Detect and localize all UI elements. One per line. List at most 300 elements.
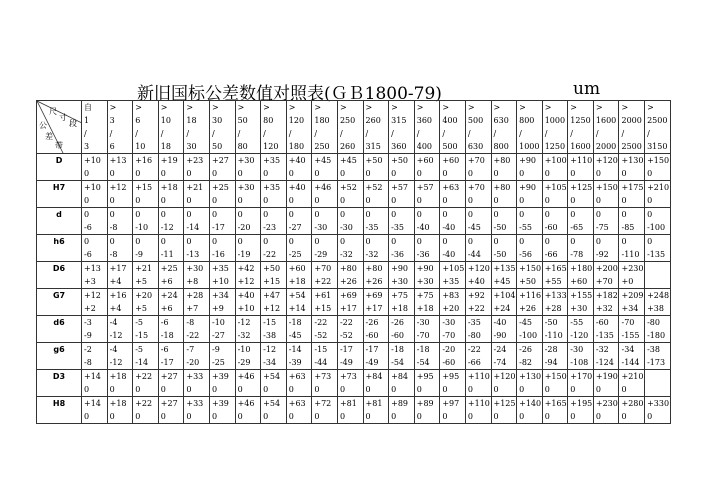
value-cell <box>235 316 261 343</box>
upper-deviation: +21 <box>186 183 204 192</box>
lower-deviation: 0 <box>211 169 218 178</box>
value-cell <box>363 397 389 424</box>
upper-deviation: +40 <box>237 291 255 300</box>
value-cell <box>133 208 159 235</box>
upper-deviation: -22 <box>339 318 353 327</box>
value-cell <box>261 343 287 370</box>
lower-deviation: 0 <box>237 196 243 205</box>
header-cell <box>209 101 235 154</box>
lower-deviation: 0 <box>109 169 115 178</box>
upper-deviation: +50 <box>391 156 409 165</box>
upper-deviation: -10 <box>211 318 225 327</box>
lower-deviation: -92 <box>595 250 609 259</box>
lower-deviation: 0 <box>109 412 115 421</box>
lower-deviation: 0 <box>109 385 115 394</box>
upper-deviation: 0 <box>493 237 499 246</box>
lower-deviation: 0 <box>135 385 141 394</box>
value-cell <box>517 262 543 289</box>
header-cell-line: > <box>595 103 603 112</box>
tolerance-zone-label: H8 <box>37 397 82 424</box>
lower-deviation: 0 <box>493 196 499 205</box>
lower-deviation: -110 <box>544 331 563 340</box>
upper-deviation: +190 <box>595 372 618 381</box>
upper-deviation: +33 <box>186 372 204 381</box>
lower-deviation: -8 <box>84 358 92 367</box>
header-cell-line: / <box>135 129 138 138</box>
upper-deviation: 0 <box>160 210 166 219</box>
lower-deviation: 0 <box>135 412 141 421</box>
value-cell <box>389 289 415 316</box>
lower-deviation: 0 <box>186 412 192 421</box>
value-cell <box>568 262 594 289</box>
value-cell <box>517 154 543 181</box>
upper-deviation: 0 <box>186 237 192 246</box>
header-cell-line: > <box>621 103 629 112</box>
upper-deviation: +195 <box>570 399 593 408</box>
value-cell <box>542 397 568 424</box>
lower-deviation: +5 <box>135 304 147 313</box>
value-cell <box>363 235 389 262</box>
upper-deviation: 0 <box>186 210 192 219</box>
header-cell <box>158 101 184 154</box>
header-cell-line: / <box>186 129 190 138</box>
upper-deviation: +33 <box>186 399 204 408</box>
value-cell <box>133 370 159 397</box>
value-cell <box>568 154 594 181</box>
value-cell <box>363 289 389 316</box>
lower-deviation: 0 <box>544 412 550 421</box>
upper-deviation: -80 <box>647 318 660 327</box>
header-cell <box>82 101 108 154</box>
header-cell-line: / <box>595 129 599 138</box>
upper-deviation: 0 <box>339 210 346 219</box>
lower-deviation: +50 <box>519 277 536 286</box>
upper-deviation: +330 <box>647 399 670 408</box>
value-cell <box>184 289 210 316</box>
header-cell-line: 2500 <box>621 142 642 151</box>
value-cell <box>312 208 338 235</box>
upper-deviation: +30 <box>237 156 255 165</box>
upper-deviation: +25 <box>160 264 178 273</box>
lower-deviation: -13 <box>186 250 200 259</box>
lower-deviation: -36 <box>391 250 405 259</box>
lower-deviation: -52 <box>314 331 328 340</box>
upper-deviation: +280 <box>621 399 644 408</box>
lower-deviation: -80 <box>467 331 481 340</box>
value-cell <box>645 370 671 397</box>
upper-deviation: +42 <box>237 264 255 273</box>
lower-deviation: 0 <box>84 169 90 178</box>
upper-deviation: 0 <box>288 210 294 219</box>
value-cell <box>645 208 671 235</box>
lower-deviation: 0 <box>544 196 550 205</box>
value-cell <box>82 316 108 343</box>
value-cell <box>440 181 466 208</box>
lower-deviation: -65 <box>570 223 584 232</box>
value-cell <box>491 181 517 208</box>
lower-deviation: 0 <box>416 169 422 178</box>
header-cell-line: 1000 <box>544 116 566 125</box>
upper-deviation: +84 <box>365 372 383 381</box>
lower-deviation: -8 <box>109 250 118 259</box>
lower-deviation: -9 <box>84 331 92 340</box>
value-cell <box>184 397 210 424</box>
value-cell <box>645 397 671 424</box>
value-cell <box>286 370 312 397</box>
lower-deviation: 0 <box>288 385 294 394</box>
table-row <box>37 208 671 235</box>
upper-deviation: +125 <box>570 183 593 192</box>
lower-deviation: 0 <box>186 169 192 178</box>
lower-deviation: -25 <box>211 358 225 367</box>
lower-deviation: +8 <box>186 277 199 286</box>
lower-deviation: 0 <box>314 385 320 394</box>
upper-deviation: +110 <box>467 399 490 408</box>
value-cell <box>645 316 671 343</box>
header-cell-line: > <box>493 103 501 112</box>
upper-deviation: +13 <box>109 156 127 165</box>
lower-deviation: -6 <box>84 223 92 232</box>
lower-deviation: -66 <box>467 358 481 367</box>
lower-deviation: 0 <box>160 412 166 421</box>
value-cell <box>158 208 184 235</box>
upper-deviation: +182 <box>595 291 618 300</box>
lower-deviation: +4 <box>109 277 122 286</box>
value-cell <box>107 289 133 316</box>
upper-deviation: -10 <box>237 345 251 354</box>
upper-deviation: +104 <box>493 291 516 300</box>
lower-deviation: +28 <box>544 304 562 313</box>
lower-deviation: 0 <box>288 412 294 421</box>
lower-deviation: 0 <box>211 412 218 421</box>
lower-deviation: 0 <box>263 412 269 421</box>
header-cell <box>363 101 389 154</box>
lower-deviation: 0 <box>211 196 218 205</box>
upper-deviation: +35 <box>211 264 229 273</box>
header-cell-line: / <box>288 129 292 138</box>
lower-deviation: -18 <box>160 331 174 340</box>
lower-deviation: +26 <box>365 277 383 286</box>
value-cell <box>491 343 517 370</box>
upper-deviation: 0 <box>211 210 218 219</box>
upper-deviation: +60 <box>416 156 434 165</box>
table-row <box>37 316 671 343</box>
value-cell <box>414 208 440 235</box>
lower-deviation: 0 <box>314 412 320 421</box>
value-cell <box>235 262 261 289</box>
lower-deviation: 0 <box>339 169 346 178</box>
header-cell-line: 30 <box>186 142 197 151</box>
header-cell-line: > <box>186 103 194 112</box>
upper-deviation: +17 <box>109 264 127 273</box>
upper-deviation: 0 <box>442 210 448 219</box>
value-cell <box>133 154 159 181</box>
value-cell <box>363 343 389 370</box>
lower-deviation: 0 <box>391 412 397 421</box>
upper-deviation: +116 <box>519 291 542 300</box>
lower-deviation: -54 <box>391 358 405 367</box>
upper-deviation: +22 <box>135 372 153 381</box>
lower-deviation: 0 <box>416 385 422 394</box>
upper-deviation: -50 <box>544 318 558 327</box>
upper-deviation: +21 <box>135 264 153 273</box>
table-row <box>37 181 671 208</box>
value-cell <box>209 397 235 424</box>
value-cell <box>645 235 671 262</box>
lower-deviation: +30 <box>416 277 434 286</box>
lower-deviation: 0 <box>160 385 166 394</box>
header-cell <box>619 101 645 154</box>
value-cell <box>593 262 619 289</box>
upper-deviation: +45 <box>339 156 357 165</box>
upper-deviation: 0 <box>493 210 499 219</box>
lower-deviation: 0 <box>647 196 653 205</box>
upper-deviation: 0 <box>570 237 576 246</box>
lower-deviation: +14 <box>288 304 306 313</box>
upper-deviation: +150 <box>595 183 618 192</box>
value-cell <box>158 370 184 397</box>
lower-deviation: 0 <box>570 385 576 394</box>
value-cell <box>389 181 415 208</box>
upper-deviation: +105 <box>442 264 465 273</box>
upper-deviation: +46 <box>314 183 332 192</box>
value-cell <box>158 154 184 181</box>
header-cell-line: 1000 <box>519 142 540 151</box>
upper-deviation: +95 <box>416 372 434 381</box>
value-cell <box>491 208 517 235</box>
tolerance-zone-label: D6 <box>37 262 82 289</box>
upper-deviation: +50 <box>263 264 281 273</box>
lower-deviation: 0 <box>314 196 320 205</box>
value-cell <box>619 370 645 397</box>
upper-deviation: 0 <box>288 237 294 246</box>
lower-deviation: -14 <box>135 358 149 367</box>
upper-deviation: +69 <box>339 291 357 300</box>
header-cell-line: 360 <box>391 142 407 151</box>
value-cell <box>107 397 133 424</box>
value-cell <box>107 316 133 343</box>
header-cell-line: 80 <box>237 142 248 151</box>
upper-deviation: -9 <box>211 345 220 354</box>
upper-deviation: +63 <box>288 399 306 408</box>
value-cell <box>491 397 517 424</box>
upper-deviation: +54 <box>263 399 281 408</box>
lower-deviation: 0 <box>595 385 601 394</box>
value-cell <box>363 181 389 208</box>
value-cell <box>389 154 415 181</box>
value-cell <box>517 370 543 397</box>
lower-deviation: -110 <box>621 250 640 259</box>
tolerance-zone-label: d6 <box>37 316 82 343</box>
header-cell-line: 120 <box>288 116 305 125</box>
lower-deviation: 0 <box>595 169 601 178</box>
lower-deviation: -56 <box>519 250 532 259</box>
value-cell <box>184 235 210 262</box>
value-cell <box>491 235 517 262</box>
lower-deviation: 0 <box>570 412 576 421</box>
lower-deviation: 0 <box>621 169 627 178</box>
value-cell <box>414 235 440 262</box>
value-cell <box>465 181 491 208</box>
corner-cell <box>37 101 82 154</box>
upper-deviation: +18 <box>160 183 178 192</box>
header-cell <box>235 101 261 154</box>
upper-deviation: +35 <box>263 156 281 165</box>
value-cell <box>389 370 415 397</box>
table-row <box>37 289 671 316</box>
lower-deviation: +34 <box>621 304 639 313</box>
lower-deviation: +5 <box>135 277 147 286</box>
upper-deviation: -6 <box>160 318 169 327</box>
upper-deviation: 0 <box>647 210 653 219</box>
upper-deviation: -18 <box>288 318 302 327</box>
lower-deviation: +70 <box>595 277 613 286</box>
header-cell-line: / <box>493 129 497 138</box>
lower-deviation: 0 <box>263 385 269 394</box>
header-cell-line: / <box>365 129 369 138</box>
upper-deviation: +75 <box>391 291 409 300</box>
upper-deviation: -26 <box>391 318 405 327</box>
upper-deviation: +63 <box>288 372 306 381</box>
upper-deviation: -18 <box>416 345 430 354</box>
header-cell <box>312 101 338 154</box>
upper-deviation: 0 <box>391 237 397 246</box>
lower-deviation: 0 <box>544 385 550 394</box>
lower-deviation: -35 <box>365 223 379 232</box>
upper-deviation: +75 <box>416 291 434 300</box>
upper-deviation: +150 <box>647 156 670 165</box>
upper-deviation: +27 <box>211 156 229 165</box>
upper-deviation: 0 <box>314 210 320 219</box>
lower-deviation: -6 <box>84 250 92 259</box>
lower-deviation: 0 <box>237 385 243 394</box>
value-cell <box>235 235 261 262</box>
header-cell-line: / <box>621 129 625 138</box>
value-cell <box>286 397 312 424</box>
value-cell <box>517 181 543 208</box>
header-cell-line: > <box>211 103 219 112</box>
table-row <box>37 235 671 262</box>
table-row <box>37 154 671 181</box>
lower-deviation: 0 <box>339 196 346 205</box>
lower-deviation: -45 <box>467 223 481 232</box>
value-cell <box>184 262 210 289</box>
lower-deviation: 0 <box>467 385 474 394</box>
upper-deviation: -4 <box>109 318 118 327</box>
header-cell-line: > <box>288 103 296 112</box>
upper-deviation: -8 <box>186 318 195 327</box>
upper-deviation: 0 <box>84 210 90 219</box>
header-row <box>37 101 671 154</box>
value-cell <box>107 370 133 397</box>
upper-deviation: 0 <box>570 210 576 219</box>
header-cell-line: / <box>442 129 446 138</box>
value-cell <box>286 235 312 262</box>
upper-deviation: +110 <box>467 372 490 381</box>
upper-deviation: +73 <box>339 372 357 381</box>
upper-deviation: +230 <box>595 399 618 408</box>
value-cell <box>465 343 491 370</box>
lower-deviation: +15 <box>263 277 281 286</box>
lower-deviation: -60 <box>365 331 379 340</box>
header-cell-line: 10 <box>160 116 171 125</box>
upper-deviation: +90 <box>416 264 434 273</box>
header-cell-line: > <box>135 103 142 112</box>
value-cell <box>261 235 287 262</box>
value-cell <box>363 208 389 235</box>
header-cell-line: 500 <box>467 116 484 125</box>
lower-deviation: -16 <box>211 250 225 259</box>
tolerance-zone-label: g6 <box>37 343 82 370</box>
lower-deviation: -9 <box>135 250 143 259</box>
header-cell-line: 120 <box>263 142 279 151</box>
upper-deviation: -55 <box>570 318 584 327</box>
lower-deviation: -32 <box>237 331 251 340</box>
value-cell <box>107 235 133 262</box>
upper-deviation: +34 <box>211 291 229 300</box>
value-cell <box>133 343 159 370</box>
value-cell <box>542 343 568 370</box>
header-cell-line: / <box>263 129 266 138</box>
upper-deviation: -26 <box>365 318 379 327</box>
lower-deviation: 0 <box>109 196 115 205</box>
upper-deviation: +81 <box>365 399 383 408</box>
lower-deviation: 0 <box>442 385 448 394</box>
lower-deviation: 0 <box>467 169 474 178</box>
lower-deviation: 0 <box>647 169 653 178</box>
lower-deviation: +18 <box>288 277 306 286</box>
lower-deviation: 0 <box>519 169 525 178</box>
value-cell <box>414 154 440 181</box>
upper-deviation: -3 <box>84 318 92 327</box>
upper-deviation: 0 <box>109 237 115 246</box>
lower-deviation: 0 <box>288 196 294 205</box>
upper-deviation: 0 <box>391 210 397 219</box>
header-cell-line: / <box>647 129 650 138</box>
value-cell <box>337 235 363 262</box>
value-cell <box>82 235 108 262</box>
lower-deviation: -40 <box>442 223 456 232</box>
upper-deviation: -45 <box>519 318 532 327</box>
upper-deviation: +140 <box>519 399 542 408</box>
lower-deviation: 0 <box>263 196 269 205</box>
upper-deviation: +120 <box>493 372 516 381</box>
value-cell <box>517 316 543 343</box>
upper-deviation: +14 <box>84 399 101 408</box>
upper-deviation: +30 <box>237 183 255 192</box>
lower-deviation: -36 <box>416 250 430 259</box>
value-cell <box>619 181 645 208</box>
value-cell <box>465 235 491 262</box>
upper-deviation: +170 <box>570 372 593 381</box>
table-row <box>37 370 671 397</box>
value-cell <box>261 154 287 181</box>
lower-deviation: -11 <box>160 250 174 259</box>
header-cell-line: > <box>442 103 450 112</box>
lower-deviation: +26 <box>519 304 536 313</box>
header-cell-line: 630 <box>467 142 484 151</box>
value-cell <box>209 289 235 316</box>
upper-deviation: +47 <box>263 291 281 300</box>
header-cell <box>568 101 594 154</box>
value-cell <box>337 343 363 370</box>
lower-deviation: 0 <box>442 412 448 421</box>
lower-deviation: +35 <box>442 277 460 286</box>
table-row <box>37 397 671 424</box>
lower-deviation: 0 <box>544 169 550 178</box>
upper-deviation: +80 <box>493 183 511 192</box>
corner-label-dai: 带 <box>55 141 63 150</box>
